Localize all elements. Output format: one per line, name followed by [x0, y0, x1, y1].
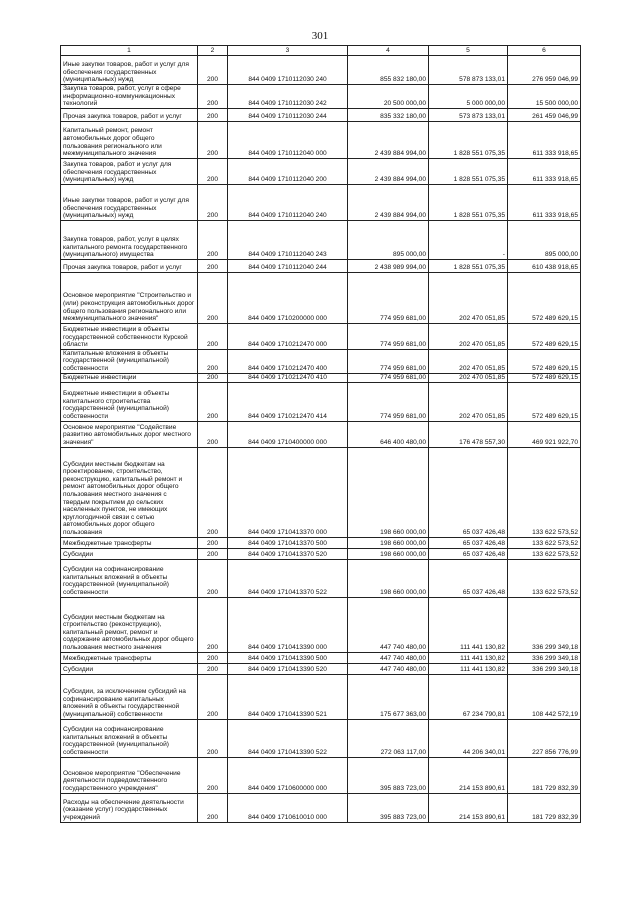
row-value-plan: 198 660 000,00 [348, 447, 429, 537]
row-value-remaining: 261 459 046,99 [508, 108, 581, 121]
row-value-plan: 447 740 480,00 [348, 597, 429, 652]
row-name: Капитальный ремонт, ремонт автомобильных дорог общего пользования регионального или межмуниципального значения [61, 121, 198, 158]
row-group: 200 [198, 121, 228, 158]
table-row [61, 259, 581, 272]
row-code: 844 0409 1710112030 244 [228, 108, 348, 121]
row-value-executed: 1 828 551 075,35 [429, 158, 508, 184]
row-name: Субсидии местным бюджетам на проектирование, строительство, реконструкцию, капитальный ремонт и ремонт автомобильных дорог общего пользования местного значения с твердым покрытием до сельских населенных пунктов, не имеющих круглогодичной связи с сетью автомобильных дорог общего пользования [61, 447, 198, 537]
row-group: 200 [198, 85, 228, 109]
row-group: 200 [198, 447, 228, 537]
row-value-executed: 65 037 426,48 [429, 447, 508, 537]
row-value-executed: - [429, 220, 508, 259]
row-value-plan: 20 500 000,00 [348, 85, 429, 109]
row-value-plan: 2 438 989 994,00 [348, 259, 429, 272]
row-group: 200 [198, 323, 228, 349]
row-group: 200 [198, 272, 228, 323]
row-value-remaining: 572 489 629,15 [508, 349, 581, 373]
row-code: 844 0409 1710112030 242 [228, 85, 348, 109]
row-group: 200 [198, 537, 228, 548]
row-code: 844 0409 1710600000 000 [228, 757, 348, 793]
row-name: Иные закупки товаров, работ и услуг для обеспечения государственных (муниципальных) нужд [61, 56, 198, 85]
row-code: 844 0409 1710112040 243 [228, 220, 348, 259]
row-value-executed: 65 037 426,48 [429, 548, 508, 559]
row-group: 200 [198, 674, 228, 719]
table-row [61, 56, 581, 85]
table-row [61, 382, 581, 421]
row-value-executed: 202 470 051,85 [429, 382, 508, 421]
table-row [61, 537, 581, 548]
row-name: Межбюджетные трансферты [61, 537, 198, 548]
table-row [61, 652, 581, 663]
table-row [61, 121, 581, 158]
table-row [61, 548, 581, 559]
row-name: Субсидии [61, 663, 198, 674]
row-value-executed: 5 000 000,00 [429, 85, 508, 109]
row-value-remaining: 181 729 832,39 [508, 757, 581, 793]
row-value-executed: 44 206 340,01 [429, 719, 508, 757]
row-code: 844 0409 1710413390 500 [228, 652, 348, 663]
row-name: Прочая закупка товаров, работ и услуг [61, 108, 198, 121]
row-value-remaining: 15 500 000,00 [508, 85, 581, 109]
table-row [61, 85, 581, 109]
row-value-executed: 111 441 130,82 [429, 663, 508, 674]
row-value-remaining: 469 921 922,70 [508, 421, 581, 447]
row-group: 200 [198, 382, 228, 421]
row-value-remaining: 133 622 573,52 [508, 548, 581, 559]
row-value-executed: 67 234 790,81 [429, 674, 508, 719]
row-code: 844 0409 1710112040 244 [228, 259, 348, 272]
row-value-remaining: 611 333 918,65 [508, 184, 581, 220]
table-header-row [61, 46, 581, 56]
row-name: Субсидии [61, 548, 198, 559]
row-name: Прочая закупка товаров, работ и услуг [61, 259, 198, 272]
table-row [61, 184, 581, 220]
row-group: 200 [198, 597, 228, 652]
row-value-remaining: 133 622 573,52 [508, 447, 581, 537]
row-value-executed: 111 441 130,82 [429, 652, 508, 663]
row-value-executed: 214 153 890,61 [429, 757, 508, 793]
row-code: 844 0409 1710413390 521 [228, 674, 348, 719]
row-value-plan: 447 740 480,00 [348, 652, 429, 663]
row-code: 844 0409 1710200000 000 [228, 272, 348, 323]
row-name: Капитальные вложения в объекты государственной (муниципальной) собственности [61, 349, 198, 373]
row-value-executed: 65 037 426,48 [429, 559, 508, 597]
row-name: Бюджетные инвестиции в объекты государственной собственности Курской области [61, 323, 198, 349]
budget-table [60, 45, 581, 823]
row-code: 844 0409 1710413390 522 [228, 719, 348, 757]
row-value-plan: 774 959 681,00 [348, 373, 429, 382]
table-row [61, 108, 581, 121]
table-row [61, 447, 581, 537]
table-row [61, 663, 581, 674]
row-code: 844 0409 1710112030 240 [228, 56, 348, 85]
row-group: 200 [198, 652, 228, 663]
row-code: 844 0409 1710413370 000 [228, 447, 348, 537]
row-code: 844 0409 1710413390 000 [228, 597, 348, 652]
table-row [61, 793, 581, 822]
row-value-plan: 198 660 000,00 [348, 548, 429, 559]
row-value-remaining: 572 489 629,15 [508, 382, 581, 421]
row-group: 200 [198, 719, 228, 757]
row-code: 844 0409 1710212470 400 [228, 349, 348, 373]
row-value-remaining: 336 299 349,18 [508, 597, 581, 652]
row-name: Субсидии на софинансирование капитальных вложений в объекты государственной (муниципальной) собственности [61, 559, 198, 597]
row-name: Закупка товаров, работ, услуг в сфере информационно-коммуникационных технологий [61, 85, 198, 109]
row-group: 200 [198, 793, 228, 822]
row-code: 844 0409 1710413370 522 [228, 559, 348, 597]
row-value-remaining: 108 442 572,19 [508, 674, 581, 719]
table-row [61, 559, 581, 597]
row-code: 844 0409 1710413370 520 [228, 548, 348, 559]
row-code: 844 0409 1710212470 410 [228, 373, 348, 382]
row-code: 844 0409 1710212470 000 [228, 323, 348, 349]
row-name: Межбюджетные трансферты [61, 652, 198, 663]
row-value-plan: 835 332 180,00 [348, 108, 429, 121]
row-group: 200 [198, 158, 228, 184]
row-name: Субсидии, за исключением субсидий на софинансирование капитальных вложений в объекты государственной (муниципальной) собственности [61, 674, 198, 719]
row-value-remaining: 181 729 832,39 [508, 793, 581, 822]
row-value-plan: 175 677 363,00 [348, 674, 429, 719]
row-group: 200 [198, 559, 228, 597]
row-group: 200 [198, 56, 228, 85]
row-value-remaining: 336 299 349,18 [508, 663, 581, 674]
column-header: 4 [348, 46, 429, 56]
row-value-remaining: 133 622 573,52 [508, 559, 581, 597]
row-group: 200 [198, 108, 228, 121]
row-group: 200 [198, 220, 228, 259]
row-value-executed: 214 153 890,61 [429, 793, 508, 822]
table-row [61, 323, 581, 349]
page-number: 301 [311, 30, 329, 42]
row-value-remaining: 276 959 046,99 [508, 56, 581, 85]
row-value-plan: 272 063 117,00 [348, 719, 429, 757]
row-value-executed: 202 470 051,85 [429, 349, 508, 373]
column-header: 6 [508, 46, 581, 56]
row-value-plan: 198 660 000,00 [348, 559, 429, 597]
row-code: 844 0409 1710112040 240 [228, 184, 348, 220]
row-value-remaining: 572 489 629,15 [508, 323, 581, 349]
table-row [61, 158, 581, 184]
row-value-executed: 1 828 551 075,35 [429, 121, 508, 158]
row-value-plan: 895 000,00 [348, 220, 429, 259]
row-name: Основное мероприятие "Обеспечение деятельности подведомственного государственного учреждения" [61, 757, 198, 793]
row-value-remaining: 610 438 918,65 [508, 259, 581, 272]
row-value-plan: 395 883 723,00 [348, 757, 429, 793]
row-value-executed: 202 470 051,85 [429, 323, 508, 349]
row-value-executed: 573 873 133,01 [429, 108, 508, 121]
row-group: 200 [198, 259, 228, 272]
row-group: 200 [198, 373, 228, 382]
table-row [61, 674, 581, 719]
row-value-plan: 774 959 681,00 [348, 382, 429, 421]
row-name: Субсидии на софинансирование капитальных вложений в объекты государственной (муниципальной) собственности [61, 719, 198, 757]
row-value-plan: 2 439 884 994,00 [348, 121, 429, 158]
row-value-executed: 111 441 130,82 [429, 597, 508, 652]
row-value-plan: 855 832 180,00 [348, 56, 429, 85]
row-value-executed: 202 470 051,85 [429, 272, 508, 323]
row-name: Субсидии местным бюджетам на строительство (реконструкцию), капитальный ремонт, ремонт и содержание автомобильных дорог общего пользования местного значения [61, 597, 198, 652]
column-header: 1 [61, 46, 198, 56]
row-group: 200 [198, 184, 228, 220]
table-row [61, 757, 581, 793]
row-value-remaining: 611 333 918,65 [508, 121, 581, 158]
row-code: 844 0409 1710212470 414 [228, 382, 348, 421]
row-value-executed: 65 037 426,48 [429, 537, 508, 548]
row-value-remaining: 336 299 349,18 [508, 652, 581, 663]
row-value-remaining: 227 856 776,99 [508, 719, 581, 757]
column-header: 5 [429, 46, 508, 56]
row-name: Закупка товаров, работ, услуг в целях капитального ремонта государственного (муниципального) имущества [61, 220, 198, 259]
row-name: Основное мероприятие "Строительство и (или) реконструкция автомобильных дорог общего пользования регионального или межмуниципального значения" [61, 272, 198, 323]
row-code: 844 0409 1710112040 200 [228, 158, 348, 184]
row-name: Расходы на обеспечение деятельности (оказание услуг) государственных учреждений [61, 793, 198, 822]
row-group: 200 [198, 421, 228, 447]
table-row [61, 272, 581, 323]
row-name: Иные закупки товаров, работ и услуг для обеспечения государственных (муниципальных) нужд [61, 184, 198, 220]
table-row [61, 349, 581, 373]
row-value-remaining: 611 333 918,65 [508, 158, 581, 184]
row-value-executed: 1 828 551 075,35 [429, 184, 508, 220]
row-name: Закупка товаров, работ и услуг для обеспечения государственных (муниципальных) нужд [61, 158, 198, 184]
row-value-remaining: 133 622 573,52 [508, 537, 581, 548]
row-value-plan: 774 959 681,00 [348, 272, 429, 323]
row-value-plan: 447 740 480,00 [348, 663, 429, 674]
row-code: 844 0409 1710413390 520 [228, 663, 348, 674]
row-code: 844 0409 1710112040 000 [228, 121, 348, 158]
row-value-plan: 395 883 723,00 [348, 793, 429, 822]
row-value-plan: 198 660 000,00 [348, 537, 429, 548]
row-value-executed: 1 828 551 075,35 [429, 259, 508, 272]
table-row [61, 373, 581, 382]
row-name: Основное мероприятие "Содействие развитию автомобильных дорог местного значения" [61, 421, 198, 447]
row-value-remaining: 572 489 629,15 [508, 373, 581, 382]
row-value-plan: 2 439 884 994,00 [348, 158, 429, 184]
row-value-executed: 202 470 051,85 [429, 373, 508, 382]
table-row [61, 597, 581, 652]
row-value-remaining: 572 489 629,15 [508, 272, 581, 323]
row-value-remaining: 895 000,00 [508, 220, 581, 259]
row-group: 200 [198, 349, 228, 373]
column-header: 3 [228, 46, 348, 56]
row-group: 200 [198, 757, 228, 793]
row-name: Бюджетные инвестиции [61, 373, 198, 382]
row-code: 844 0409 1710400000 000 [228, 421, 348, 447]
row-value-executed: 578 873 133,01 [429, 56, 508, 85]
column-header: 2 [198, 46, 228, 56]
row-group: 200 [198, 548, 228, 559]
table-row [61, 220, 581, 259]
row-name: Бюджетные инвестиции в объекты капитального строительства государственной (муниципальной) собственности [61, 382, 198, 421]
row-value-plan: 774 959 681,00 [348, 323, 429, 349]
table-row [61, 421, 581, 447]
table-row [61, 719, 581, 757]
row-code: 844 0409 1710413370 500 [228, 537, 348, 548]
row-group: 200 [198, 663, 228, 674]
row-code: 844 0409 1710610010 000 [228, 793, 348, 822]
row-value-plan: 774 959 681,00 [348, 349, 429, 373]
row-value-plan: 646 400 480,00 [348, 421, 429, 447]
row-value-executed: 176 478 557,30 [429, 421, 508, 447]
row-value-plan: 2 439 884 994,00 [348, 184, 429, 220]
